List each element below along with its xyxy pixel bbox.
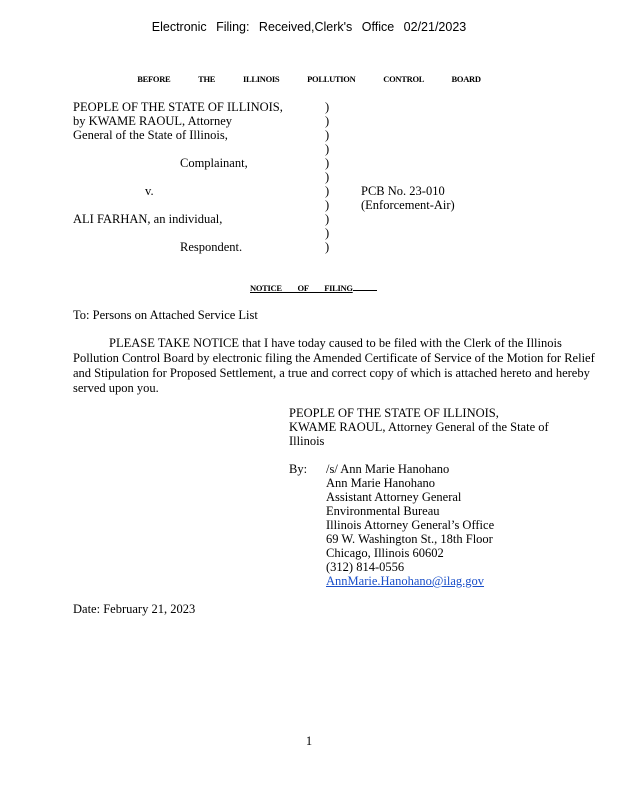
caption-paren: ) (325, 156, 330, 170)
caption-paren: ) (325, 170, 330, 184)
caption-paren: ) (325, 100, 330, 114)
address-line-1: 69 W. Washington St., 18th Floor (326, 532, 493, 546)
plaintiff-line-3: General of the State of Illinois, (73, 128, 228, 142)
recipient-line: To: Persons on Attached Service List (73, 308, 258, 322)
date-line: Date: February 21, 2023 (73, 602, 196, 616)
caption-paren: ) (325, 114, 330, 128)
signer-title: Assistant Attorney General (326, 490, 462, 504)
board-title: BEFORE THE ILLINOIS POLLUTION CONTROL BOARD (137, 74, 481, 84)
filing-stamp-header: Electronic Filing: Received,Clerk's Office 02/21/2023 (151, 20, 467, 34)
notice-title: NOTICE OF FILING (250, 283, 377, 293)
plaintiff-line-2: by KWAME RAOUL, Attorney (73, 114, 233, 128)
versus-label: v. (145, 184, 154, 198)
signer-bureau: Environmental Bureau (326, 504, 440, 518)
plaintiff-line-1: PEOPLE OF THE STATE OF ILLINOIS, (73, 100, 283, 114)
respondent-label: Respondent. (180, 240, 243, 254)
notice-body (73, 336, 608, 396)
caption-paren: ) (325, 128, 330, 142)
case-number: PCB No. 23-010 (361, 184, 445, 198)
caption-paren: ) (325, 212, 330, 226)
signer-name: Ann Marie Hanohano (326, 476, 435, 490)
signature: /s/ Ann Marie Hanohano (326, 462, 450, 476)
notice-body-text: PLEASE TAKE NOTICE that I have today caused to be filed with the Clerk of the Illinois Pollution Control Board by electronic filing the Amended Certificate of Service of the Motion for Relief and Stipulation for Proposed Settlement, a true and correct copy of which is attached hereto and hereby served upon you. (73, 336, 595, 395)
signer-office: Illinois Attorney General’s Office (326, 518, 495, 532)
caption-paren: ) (325, 226, 330, 240)
caption-paren: ) (325, 240, 330, 254)
party-line-2: KWAME RAOUL, Attorney General of the State of (289, 420, 549, 434)
caption-paren: ) (325, 184, 330, 198)
complainant-label: Complainant, (180, 156, 248, 170)
phone-number: (312) 814-0556 (326, 560, 405, 574)
caption-paren: ) (325, 198, 330, 212)
caption-paren: ) (325, 142, 330, 156)
address-line-2: Chicago, Illinois 60602 (326, 546, 444, 560)
party-line-1: PEOPLE OF THE STATE OF ILLINOIS, (289, 406, 499, 420)
case-type: (Enforcement-Air) (361, 198, 455, 212)
defendant-name: ALI FARHAN, an individual, (73, 212, 223, 226)
email-link[interactable]: AnnMarie.Hanohano@ilag.gov (326, 574, 485, 588)
party-line-3: Illinois (289, 434, 325, 448)
by-label: By: (289, 462, 308, 476)
page-number: 1 (305, 734, 313, 748)
